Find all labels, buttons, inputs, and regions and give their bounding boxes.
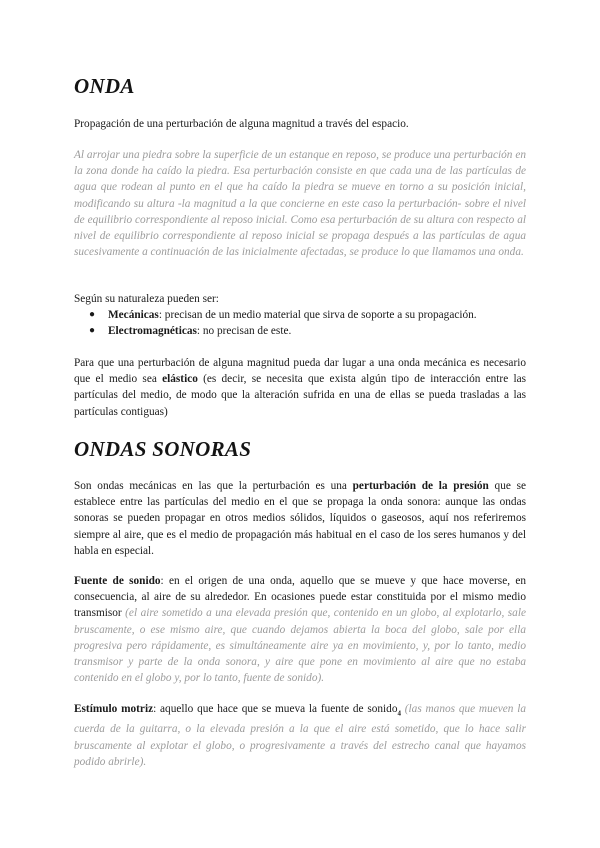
section-title-onda: ONDA (74, 74, 135, 98)
sound-waves-intro-paragraph (74, 478, 526, 559)
wave-types-list (74, 307, 526, 340)
intro-text-end: que se establece entre las partículas del medio en el que se propaga la onda sonora: aunque las ondas sonoras se pueden propagar en otros medios sólidos, líquidos o gaseosos, aquí nos referiremos siempre al aire, que es el medio de propagación más habitual en el caso de los seres humanos y del habla en especial. (74, 480, 527, 557)
condition-text-end: (es decir, se necesita que exista algún tipo de interacción entre las partículas del medio, de modo que la alteración sufrida en una de ellas se pueda trasladas a las partículas contiguas) (74, 373, 527, 418)
term-fuente-sonido: Fuente de sonido (74, 575, 161, 587)
term-elastico: elástico (162, 373, 198, 386)
onda-definition: Propagación de una perturbación de alguna magnitud a través del espacio. (74, 118, 409, 130)
elastic-condition-paragraph (74, 355, 526, 420)
stimulus-example: (las manos que mueven la cuerda de la guitarra, o la elevada presión a la que el aire está sometido, que lo hace salir bruscamente al explotar el globo, o progresivamente a través del estrecho canal que hayamos podido abrirle). (74, 703, 527, 768)
condition-text-start: Para que una perturbación de alguna magnitud pueda dar lugar a una onda mecánica es necesario que el medio sea (74, 357, 526, 386)
desc-electromagneticas: : no precisan de este. (196, 325, 292, 338)
types-intro: Según su naturaleza pueden ser: (74, 293, 219, 305)
sound-source-paragraph (74, 573, 526, 686)
term-electromagneticas: Electromagnéticas (108, 325, 197, 338)
bullet-icon: ● (89, 309, 96, 320)
list-item-electromagneticas (74, 323, 526, 339)
bullet-icon: ● (89, 325, 96, 337)
desc-mecanicas: : precisan de un medio material que sirva de soporte a su propagación. (158, 309, 477, 321)
source-example: (el aire sometido a una elevada presión que, contenido en un globo, al explotarlo, sale bruscamente, o ese mismo aire, que cuando dejamos abierta la boca del globo, sale por ella progresiva pero rápidamente, es simultáneamente aire ya en movimiento, y, por lo tanto, medio transmisor y parte de la onda sonora, y aire que pone en movimiento al aire que no estaba contenido en el globo y, por lo tanto, fuente de sonido). (74, 607, 526, 685)
stimulus-description: : aquello que hace que se mueva la fuente de sonido (153, 703, 398, 715)
intro-text-start: Son ondas mecánicas en las que la perturbación es una (74, 480, 353, 492)
term-mecanicas: Mecánicas (108, 309, 159, 321)
list-item-mecanicas (74, 307, 526, 323)
footnote-marker: 4 (397, 709, 401, 718)
source-description: : en el origen de una onda, aquello que se mueve y que hace moverse, en consecuencia, al aire de su alrededor. En ocasiones puede estar constituida por el mismo medio transmisor (74, 575, 526, 620)
section-title-ondas-sonoras: ONDAS SONORAS (74, 437, 252, 461)
term-perturbacion-presion: perturbación de la presión (352, 480, 489, 492)
term-estimulo-motriz: Estímulo motriz (74, 703, 154, 715)
motor-stimulus-paragraph (74, 701, 526, 770)
onda-example-paragraph: Al arrojar una piedra sobre la superficie de un estanque en reposo, se produce una perturbación en la zona donde ha caído la piedra. Esa perturbación consiste en que cada una de las partículas de agua que rodean al punto en el que ha caído la piedra se mueve en torno a su posición inicial, modificando su altura -la magnitud a la que concierne en este caso la perturbación- sobre el nivel de equilibrio correspondiente al reposo inicial. Como esa perturbación de su altura con respecto al nivel de equilibrio correspondiente al reposo inicial se propaga después a las partículas de agua sucesivamente a continuación de las inicialmente afectadas, se produce lo que llamamos una onda. (74, 149, 526, 259)
